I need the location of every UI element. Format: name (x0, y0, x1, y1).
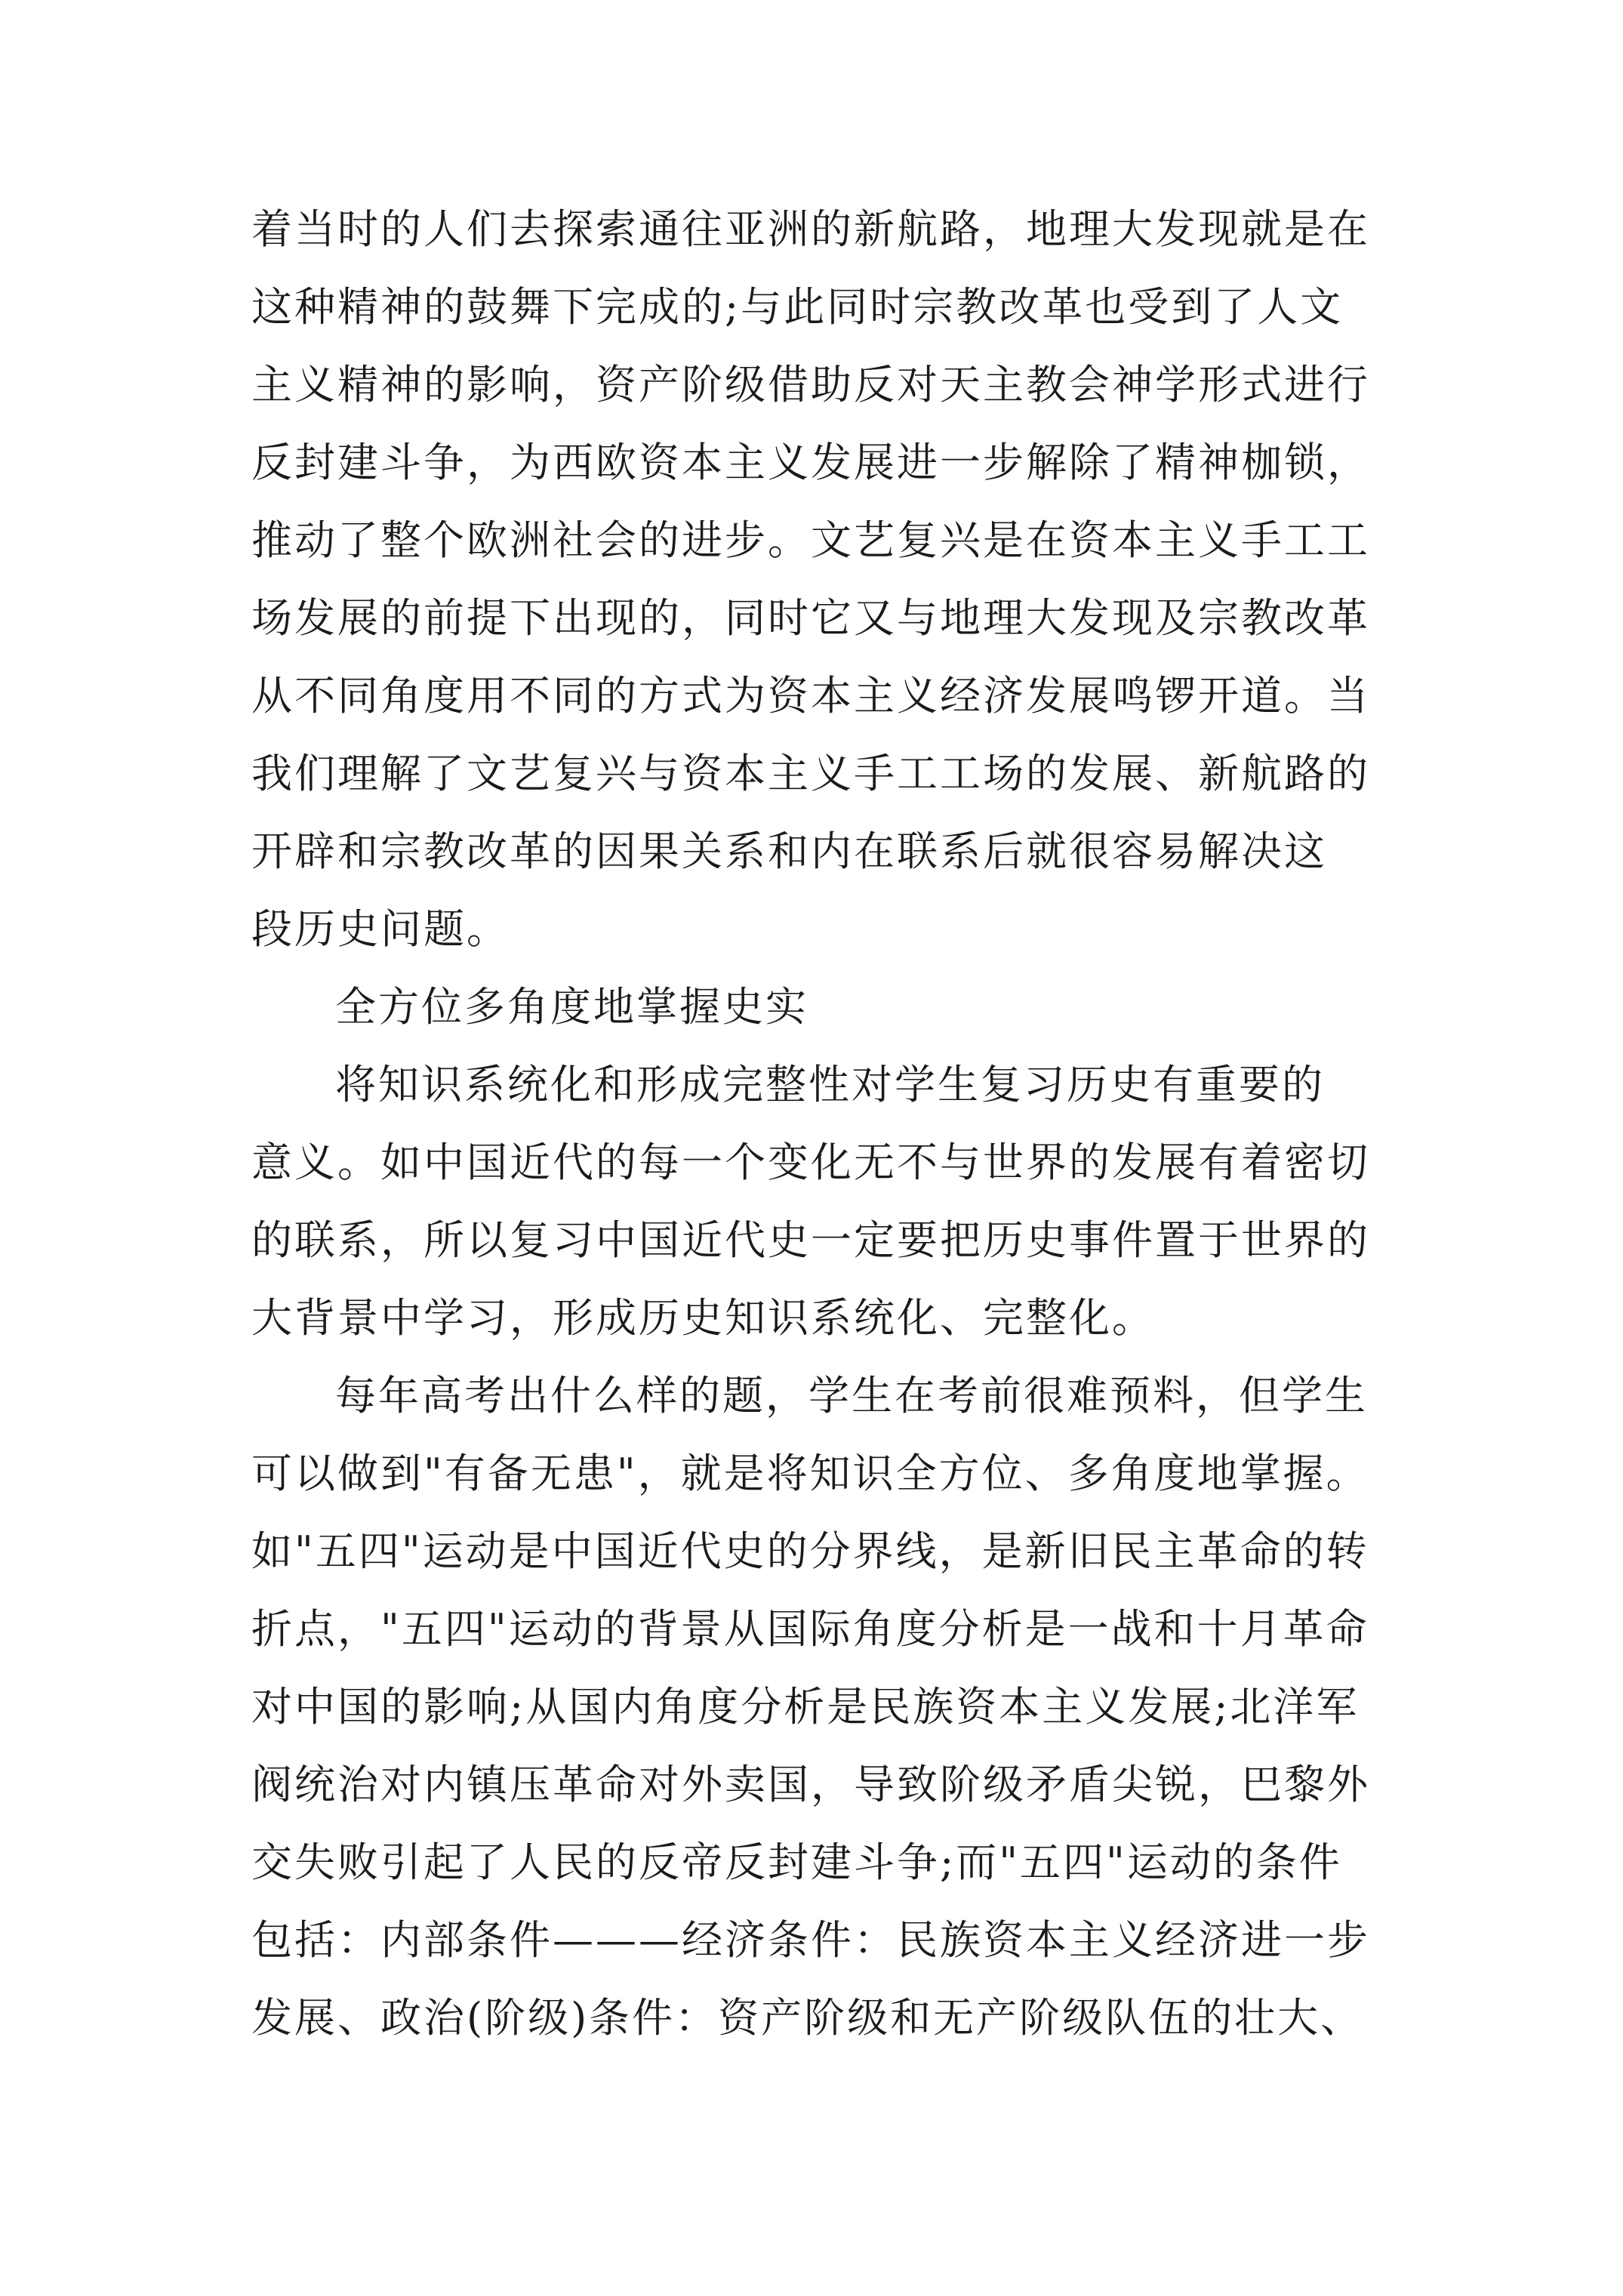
text-line: 可以做到"有备无患"，就是将知识全方位、多角度地掌握。 (251, 1450, 1369, 1497)
text-line: 意义。如中国近代的每一个变化无不与世界的发展有着密切 (251, 1139, 1370, 1186)
text-line: 主义精神的影响，资产阶级借助反对天主教会神学形式进行 (251, 361, 1370, 408)
text-line: 对中国的影响;从国内角度分析是民族资本主义发展;北洋军 (251, 1683, 1360, 1730)
section-heading: 全方位多角度地掌握史实 (335, 983, 808, 1031)
text-line: 大背景中学习，形成历史知识系统化、完整化。 (251, 1294, 1155, 1342)
text-line: 推动了整个欧洲社会的进步。文艺复兴是在资本主义手工工 (251, 516, 1370, 564)
text-line: 这种精神的鼓舞下完成的;与此同时宗教改革也受到了人文 (251, 283, 1344, 331)
text-line: 折点，"五四"运动的背景从国际角度分析是一战和十月革命 (251, 1605, 1369, 1653)
text-line: 从不同角度用不同的方式为资本主义经济发展鸣锣开道。当 (251, 672, 1370, 720)
text-line: 段历史问题。 (251, 905, 510, 953)
text-line: 包括：内部条件———经济条件：民族资本主义经济进一步 (251, 1916, 1370, 1964)
text-line: 开辟和宗教改革的因果关系和内在联系后就很容易解决这 (251, 827, 1327, 875)
text-line: 场发展的前提下出现的，同时它又与地理大发现及宗教改革 (251, 594, 1370, 642)
text-line: 交失败引起了人民的反帝反封建斗争;而"五四"运动的条件 (251, 1838, 1342, 1886)
text-line: 发展、政治(阶级)条件：资产阶级和无产阶级队伍的壮大、 (251, 1994, 1364, 2042)
text-line: 反封建斗争，为西欧资本主义发展进一步解除了精神枷锁， (251, 439, 1370, 486)
text-line: 将知识系统化和形成完整性对学生复习历史有重要的 (335, 1061, 1325, 1108)
text-line: 阀统治对内镇压革命对外卖国，导致阶级矛盾尖锐，巴黎外 (251, 1761, 1370, 1808)
text-line: 每年高考出什么样的题，学生在考前很难预料，但学生 (335, 1372, 1368, 1419)
text-line: 我们理解了文艺复兴与资本主义手工工场的发展、新航路的 (251, 750, 1370, 797)
text-line: 的联系，所以复习中国近代史一定要把历史事件置于世界的 (251, 1216, 1370, 1264)
text-line: 如"五四"运动是中国近代史的分界线，是新旧民主革命的转 (251, 1527, 1369, 1575)
text-line: 着当时的人们去探索通往亚洲的新航路，地理大发现就是在 (251, 205, 1370, 253)
